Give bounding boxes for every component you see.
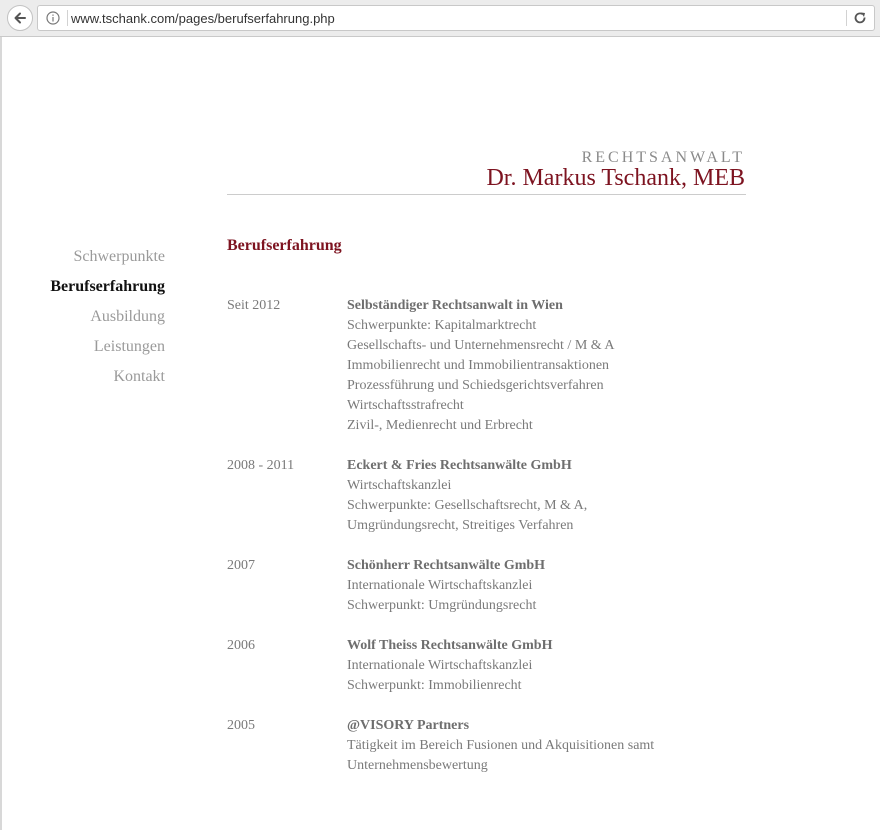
entry-year: 2006 <box>227 638 255 653</box>
entry-line: Immobilienrecht und Immobilientransaktionen <box>347 358 610 373</box>
entry-title: Schönherr Rechtsanwälte GmbH <box>347 558 546 573</box>
experience-entry <box>227 296 727 436</box>
url-divider <box>67 10 68 26</box>
back-button[interactable] <box>7 5 33 31</box>
entry-line: Tätigkeit im Bereich Fusionen und Akquisitionen samt <box>347 738 655 753</box>
back-arrow-icon <box>13 11 27 25</box>
entry-line: Umgründungsrecht, Streitiges Verfahren <box>347 518 574 533</box>
entry-line: Internationale Wirtschaftskanzlei <box>347 578 533 593</box>
entry-line: Schwerpunkt: Umgründungsrecht <box>347 598 537 613</box>
entry-title: Selbständiger Rechtsanwalt in Wien <box>347 298 563 313</box>
experience-entry <box>227 716 727 776</box>
experience-list <box>227 296 727 796</box>
nav-item-berufserfahrung[interactable]: Berufserfahrung <box>50 278 165 295</box>
info-icon[interactable] <box>46 11 60 25</box>
entry-line: Schwerpunkt: Immobilienrecht <box>347 678 522 693</box>
header-subtitle: RECHTSANWALT <box>581 149 745 166</box>
entry-line: Schwerpunkte: Kapitalmarktrecht <box>347 318 537 333</box>
header-divider <box>227 194 746 195</box>
entry-year: 2005 <box>227 718 255 733</box>
nav-item-ausbildung[interactable]: Ausbildung <box>90 308 165 325</box>
entry-body <box>347 556 727 616</box>
entry-year: 2008 - 2011 <box>227 458 295 473</box>
entry-title: Eckert & Fries Rechtsanwälte GmbH <box>347 458 572 473</box>
nav-item-schwerpunkte[interactable]: Schwerpunkte <box>73 248 165 265</box>
experience-entry <box>227 556 727 616</box>
header-name[interactable]: Dr. Markus Tschank, MEB <box>486 165 745 191</box>
entry-line: Wirtschaftsstrafrecht <box>347 398 464 413</box>
window-edge <box>0 37 2 830</box>
entry-line: Schwerpunkte: Gesellschaftsrecht, M & A, <box>347 498 588 513</box>
nav-item-leistungen[interactable]: Leistungen <box>93 338 165 355</box>
entry-line: Prozessführung und Schiedsgerichtsverfahren <box>347 378 604 393</box>
address-bar[interactable] <box>37 5 875 31</box>
entry-line: Wirtschaftskanzlei <box>347 478 452 493</box>
entry-line: Zivil-, Medienrecht und Erbrecht <box>347 418 533 433</box>
entry-title: @VISORY Partners <box>347 718 470 733</box>
page-title: Berufserfahrung <box>227 237 342 254</box>
entry-year: Seit 2012 <box>227 298 281 313</box>
url-text[interactable]: www.tschank.com/pages/berufserfahrung.php <box>71 11 335 26</box>
entry-body <box>347 716 727 776</box>
entry-body <box>347 456 727 536</box>
entry-line: Gesellschafts- und Unternehmensrecht / M & A <box>347 338 615 353</box>
entry-year: 2007 <box>227 558 255 573</box>
browser-toolbar <box>0 0 880 37</box>
entry-line: Internationale Wirtschaftskanzlei <box>347 658 533 673</box>
experience-entry <box>227 456 727 536</box>
nav-item-kontakt[interactable]: Kontakt <box>113 368 165 385</box>
entry-line: Unternehmensbewertung <box>347 758 488 773</box>
entry-body <box>347 636 727 696</box>
reload-icon[interactable] <box>853 11 867 25</box>
entry-body <box>347 296 727 436</box>
main-nav <box>50 242 165 392</box>
entry-title: Wolf Theiss Rechtsanwälte GmbH <box>347 638 553 653</box>
experience-entry <box>227 636 727 696</box>
reload-divider <box>846 10 847 26</box>
